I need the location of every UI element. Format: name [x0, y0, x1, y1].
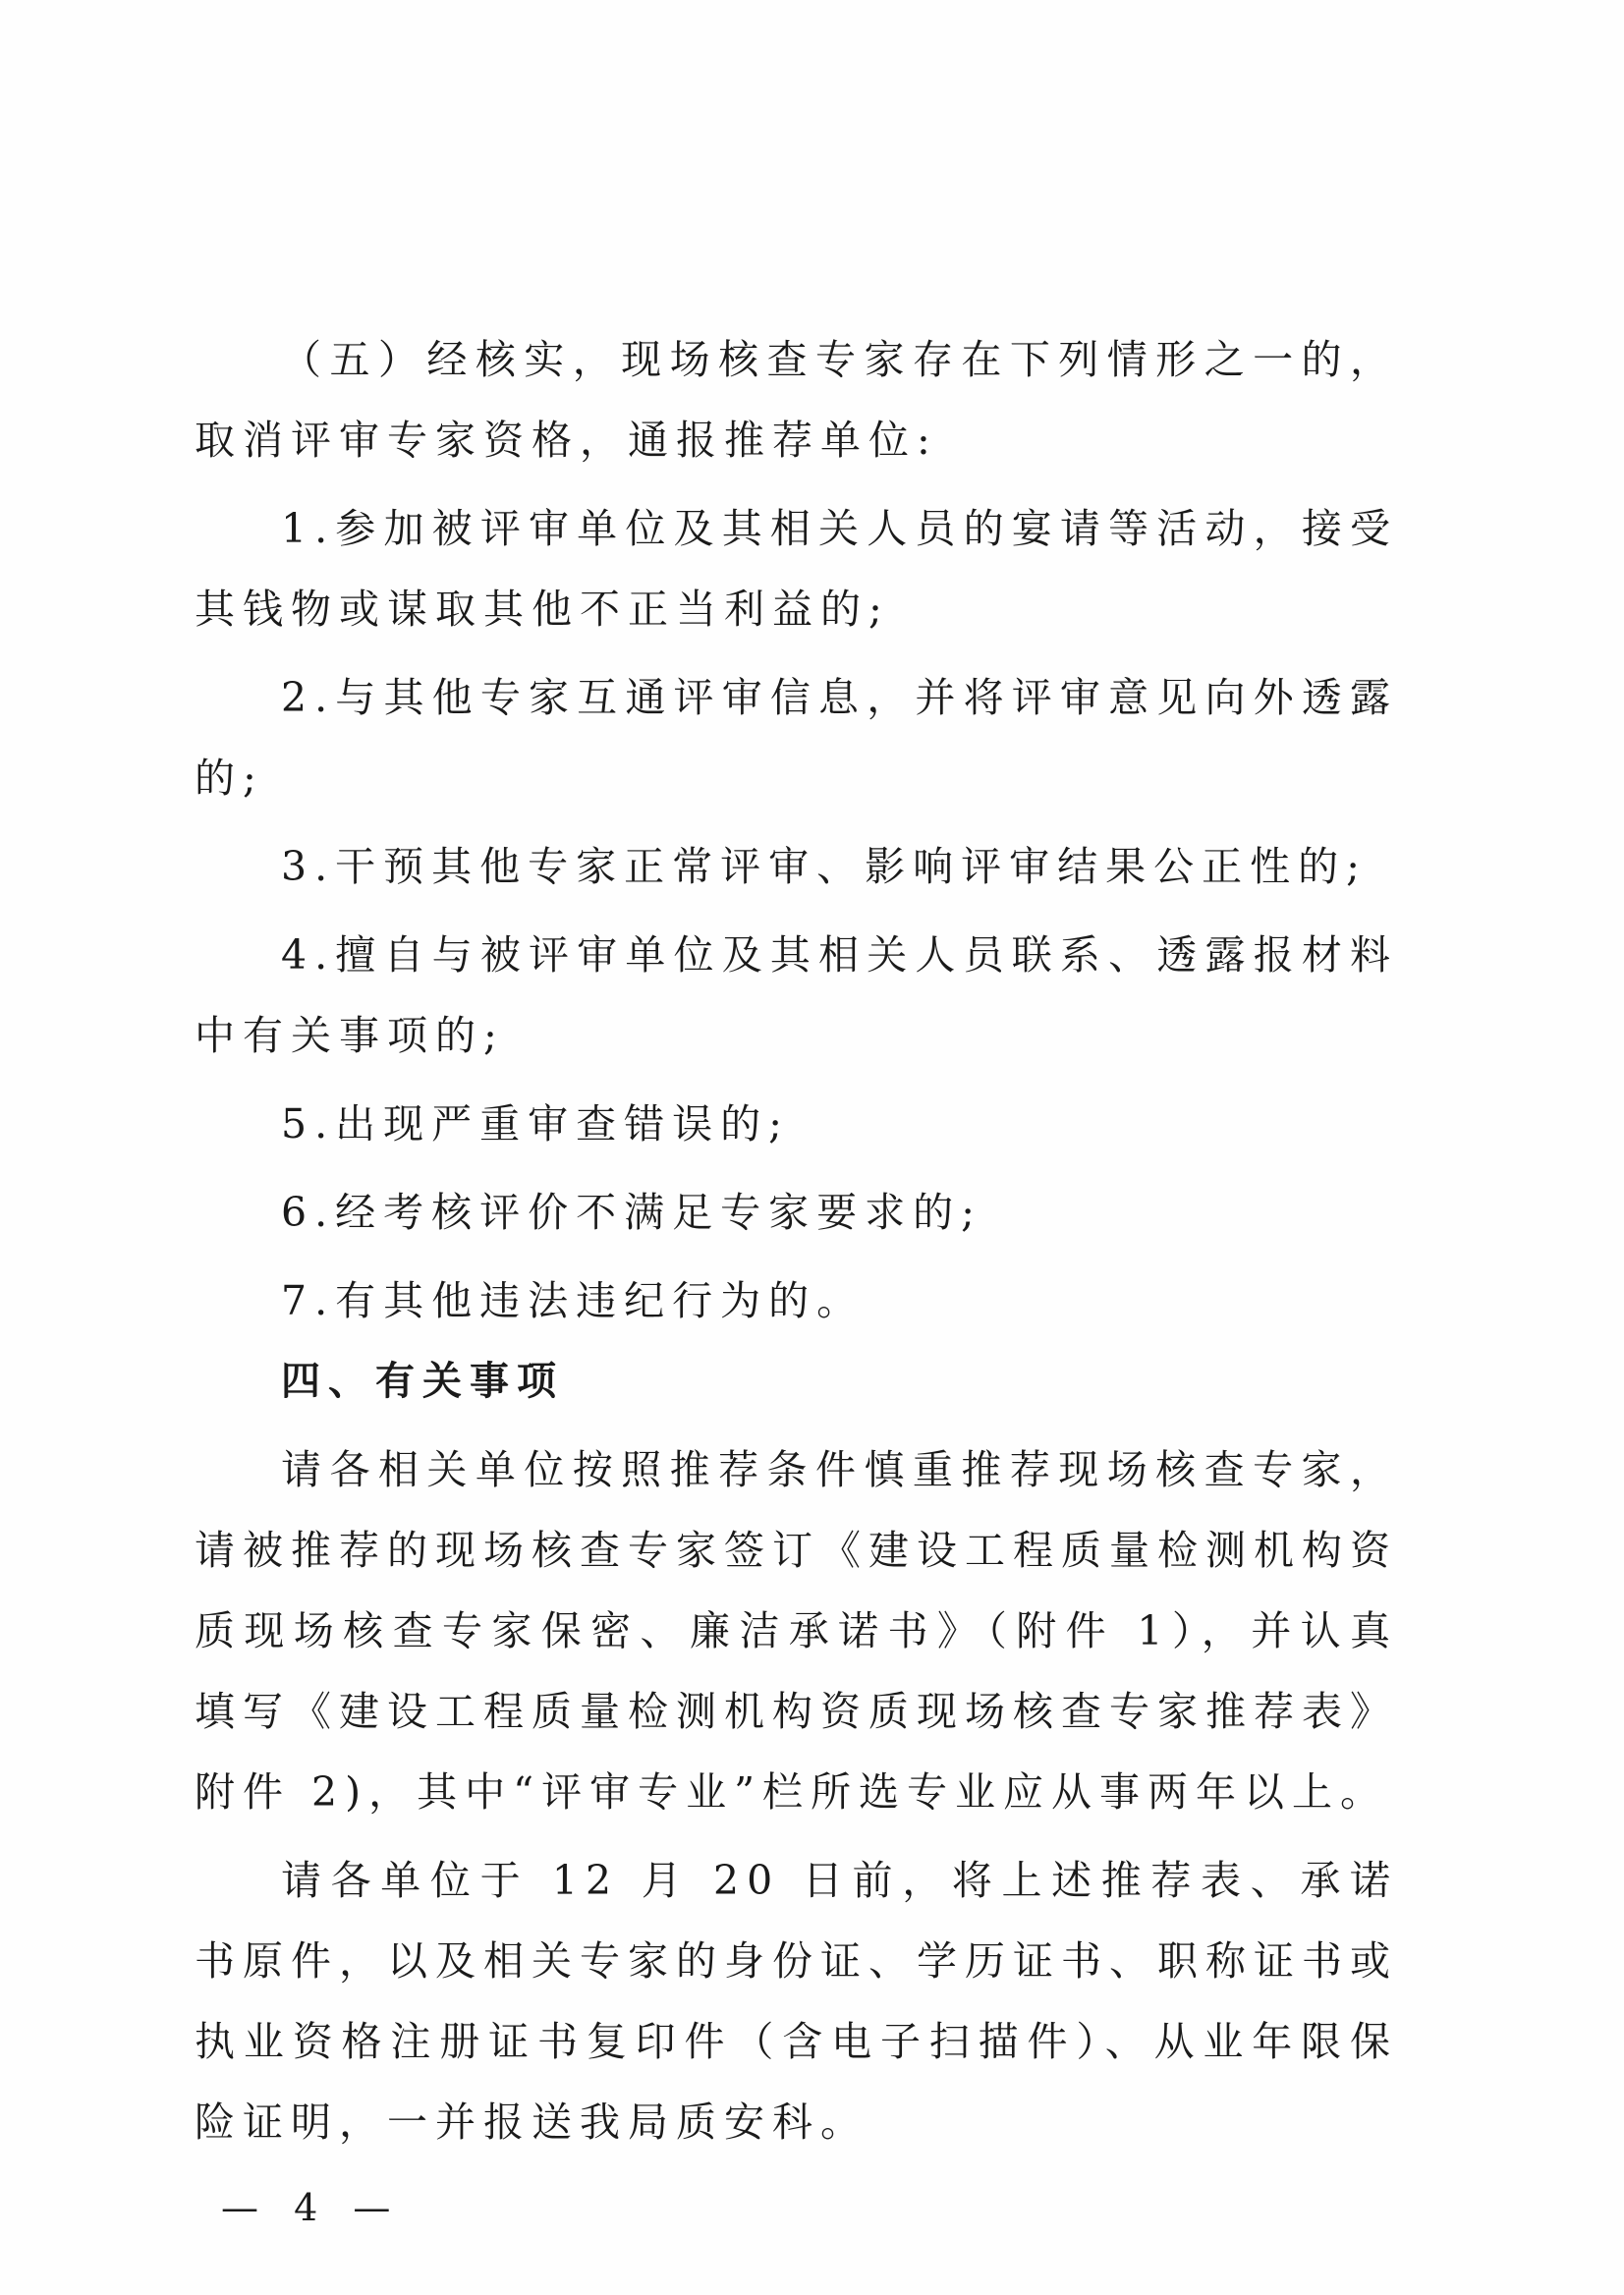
paragraph-item-1: 1.参加被评审单位及其相关人员的宴请等活动，接受其钱物或谋取其他不正当利益的;	[195, 505, 1398, 633]
page-number: — 4 —	[221, 2186, 403, 2229]
paragraph-item-5: 5.出现严重审查错误的;	[281, 1100, 790, 1148]
paragraph-item-7: 7.有其他违法违纪行为的。	[281, 1277, 866, 1324]
document-body	[195, 319, 1398, 2162]
section-heading: 四、有关事项	[281, 1359, 564, 1404]
paragraph-submission-deadline: 请各单位于 12 月 20 日前，将上述推荐表、承诺书原件，以及相关专家的身份证、学历证书、职称证书或执业资格注册证书复印件（含电子扫描件）、从业年限保险证明，一并报送我局质安科。	[195, 1857, 1398, 2146]
paragraph-item-6: 6.经考核评价不满足专家要求的;	[281, 1189, 982, 1236]
paragraph-item-3: 3.干预其他专家正常评审、影响评审结果公正性的;	[281, 843, 1368, 890]
paragraph-item-2: 2.与其他专家互通评审信息，并将评审意见向外透露的;	[195, 674, 1398, 802]
paragraph-item-4: 4.擅自与被评审单位及其相关人员联系、透露报材料中有关事项的;	[195, 931, 1398, 1059]
paragraph-recommendation-notice: 请各相关单位按照推荐条件慎重推荐现场核查专家，请被推荐的现场核查专家签订《建设工程质量检测机构资质现场核查专家保密、廉洁承诺书》（附件 1），并认真填写《建设工程质量检测机构资质现场核查专家推荐表》附件 2)，其中“评审专业”栏所选专业应从事两年以上。	[195, 1446, 1398, 1816]
paragraph-disqualification-intro: （五）经核实，现场核查专家存在下列情形之一的，取消评审专家资格，通报推荐单位:	[195, 336, 1398, 464]
